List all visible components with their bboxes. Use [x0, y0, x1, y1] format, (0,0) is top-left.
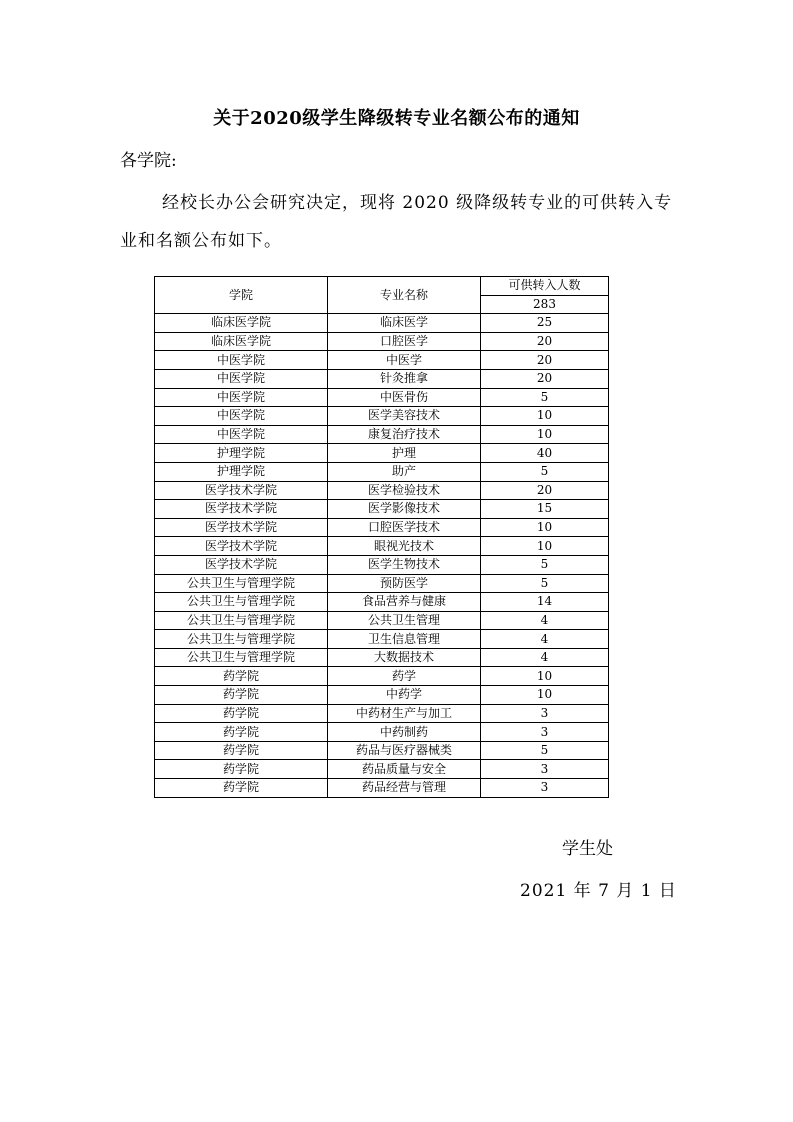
- cell-major: 公共卫生管理: [328, 611, 481, 630]
- cell-quota: 5: [481, 741, 609, 760]
- cell-quota: 5: [481, 555, 609, 574]
- table-row: [155, 741, 609, 760]
- cell-major: 药学: [328, 667, 481, 686]
- cell-quota: 4: [481, 611, 609, 630]
- total-quota: 283: [481, 295, 609, 314]
- cell-major: 中药学: [328, 686, 481, 705]
- cell-major: 医学检验技术: [328, 481, 481, 500]
- quota-table: [154, 276, 609, 798]
- cell-quota: 5: [481, 388, 609, 407]
- cell-major: 医学美容技术: [328, 407, 481, 426]
- cell-quota: 4: [481, 648, 609, 667]
- cell-college: 中医学院: [155, 407, 328, 426]
- table-row: [155, 686, 609, 705]
- cell-quota: 5: [481, 574, 609, 593]
- signing-date: 2021 年 7 月 1 日: [520, 881, 677, 901]
- cell-major: 眼视光技术: [328, 537, 481, 556]
- cell-major: 食品营养与健康: [328, 593, 481, 612]
- salutation: 各学院:: [120, 151, 177, 171]
- cell-college: 药学院: [155, 779, 328, 798]
- cell-major: 中医骨伤: [328, 388, 481, 407]
- cell-college: 公共卫生与管理学院: [155, 648, 328, 667]
- header-major: 专业名称: [328, 277, 481, 314]
- cell-college: 医学技术学院: [155, 481, 328, 500]
- table-row: [155, 351, 609, 370]
- cell-college: 公共卫生与管理学院: [155, 574, 328, 593]
- table-row: [155, 369, 609, 388]
- cell-major: 中药材生产与加工: [328, 704, 481, 723]
- table-row: [155, 500, 609, 519]
- cell-college: 中医学院: [155, 425, 328, 444]
- cell-quota: 10: [481, 686, 609, 705]
- cell-quota: 3: [481, 723, 609, 742]
- cell-quota: 20: [481, 351, 609, 370]
- cell-major: 药品与医疗器械类: [328, 741, 481, 760]
- cell-quota: 4: [481, 630, 609, 649]
- table-row: [155, 574, 609, 593]
- cell-college: 中医学院: [155, 388, 328, 407]
- cell-quota: 20: [481, 481, 609, 500]
- table-row: [155, 537, 609, 556]
- cell-major: 中药制药: [328, 723, 481, 742]
- table-row: [155, 555, 609, 574]
- cell-major: 医学生物技术: [328, 555, 481, 574]
- cell-major: 医学影像技术: [328, 500, 481, 519]
- table-row: [155, 704, 609, 723]
- table-row: [155, 444, 609, 463]
- cell-major: 康复治疗技术: [328, 425, 481, 444]
- cell-major: 中医学: [328, 351, 481, 370]
- cell-college: 药学院: [155, 723, 328, 742]
- cell-quota: 3: [481, 760, 609, 779]
- cell-college: 医学技术学院: [155, 555, 328, 574]
- table-row: [155, 648, 609, 667]
- cell-college: 中医学院: [155, 369, 328, 388]
- cell-quota: 10: [481, 407, 609, 426]
- cell-college: 药学院: [155, 741, 328, 760]
- cell-college: 公共卫生与管理学院: [155, 593, 328, 612]
- table-row: [155, 779, 609, 798]
- header-college: 学院: [155, 277, 328, 314]
- cell-college: 公共卫生与管理学院: [155, 630, 328, 649]
- body-paragraph: 经校长办公会研究决定，现将 2020 级降级转专业的可供转入专业和名额公布如下。: [120, 193, 673, 251]
- cell-quota: 14: [481, 593, 609, 612]
- cell-major: 大数据技术: [328, 648, 481, 667]
- cell-quota: 10: [481, 667, 609, 686]
- cell-college: 药学院: [155, 704, 328, 723]
- cell-college: 中医学院: [155, 351, 328, 370]
- cell-college: 护理学院: [155, 444, 328, 463]
- cell-college: 公共卫生与管理学院: [155, 611, 328, 630]
- cell-college: 医学技术学院: [155, 518, 328, 537]
- table-row: [155, 593, 609, 612]
- cell-major: 口腔医学技术: [328, 518, 481, 537]
- cell-major: 药品质量与安全: [328, 760, 481, 779]
- table-row: [155, 388, 609, 407]
- cell-college: 护理学院: [155, 462, 328, 481]
- table-row: [155, 667, 609, 686]
- cell-major: 口腔医学: [328, 332, 481, 351]
- cell-major: 针灸推拿: [328, 369, 481, 388]
- cell-quota: 15: [481, 500, 609, 519]
- cell-college: 药学院: [155, 686, 328, 705]
- cell-quota: 10: [481, 537, 609, 556]
- cell-quota: 10: [481, 518, 609, 537]
- cell-quota: 3: [481, 779, 609, 798]
- table-row: [155, 760, 609, 779]
- table-row: [155, 407, 609, 426]
- cell-college: 医学技术学院: [155, 537, 328, 556]
- table-row: [155, 611, 609, 630]
- cell-quota: 20: [481, 332, 609, 351]
- cell-college: 临床医学院: [155, 332, 328, 351]
- cell-college: 临床医学院: [155, 314, 328, 333]
- cell-quota: 20: [481, 369, 609, 388]
- cell-major: 护理: [328, 444, 481, 463]
- cell-major: 预防医学: [328, 574, 481, 593]
- cell-quota: 5: [481, 462, 609, 481]
- cell-major: 助产: [328, 462, 481, 481]
- cell-major: 临床医学: [328, 314, 481, 333]
- cell-major: 药品经营与管理: [328, 779, 481, 798]
- table-row: [155, 332, 609, 351]
- cell-quota: 40: [481, 444, 609, 463]
- table-row: [155, 425, 609, 444]
- cell-quota: 3: [481, 704, 609, 723]
- table-row: [155, 723, 609, 742]
- table-row: [155, 518, 609, 537]
- table-row: [155, 462, 609, 481]
- cell-college: 药学院: [155, 760, 328, 779]
- header-quota: 可供转入人数: [481, 277, 609, 296]
- table-row: [155, 630, 609, 649]
- cell-quota: 10: [481, 425, 609, 444]
- table-row: [155, 314, 609, 333]
- quota-table-body: [155, 314, 609, 797]
- cell-college: 医学技术学院: [155, 500, 328, 519]
- cell-college: 药学院: [155, 667, 328, 686]
- document-title: 关于2020级学生降级转专业名额公布的通知: [213, 108, 580, 129]
- cell-major: 卫生信息管理: [328, 630, 481, 649]
- table-row: [155, 481, 609, 500]
- cell-quota: 25: [481, 314, 609, 333]
- signing-office: 学生处: [562, 839, 613, 859]
